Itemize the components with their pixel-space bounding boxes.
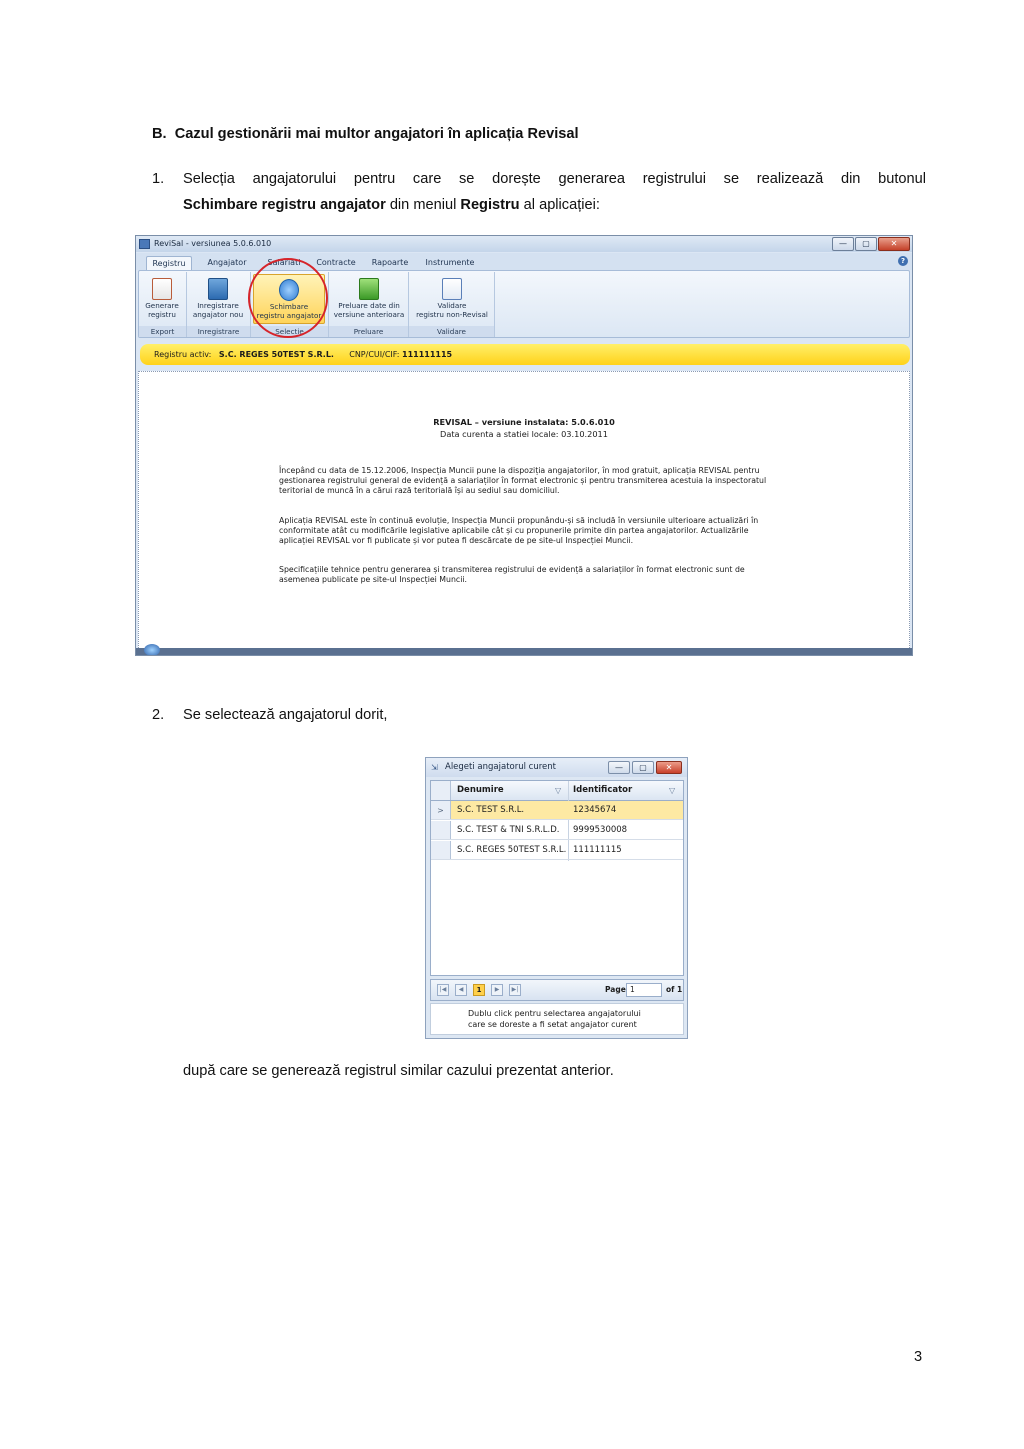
- table-row[interactable]: [431, 841, 683, 860]
- cnp-label: CNP/CUI/CIF:: [349, 350, 400, 359]
- minimize-button[interactable]: —: [832, 237, 854, 251]
- active-registry-bar: [140, 344, 910, 365]
- validare-label-1: Validare: [437, 301, 467, 310]
- tab-salariati[interactable]: Salariati: [267, 258, 301, 267]
- after-dialog-text: după care se generează registrul similar cazului prezentat anterior.: [183, 1063, 614, 1079]
- page-number: 3: [914, 1349, 923, 1365]
- schimbare-label-1: Schimbare: [269, 302, 309, 311]
- active-company: S.C. REGES 50TEST S.R.L.: [218, 350, 334, 359]
- content-paragraph-3: Specificațiile tehnice pentru generarea și transmiterea registrului de evidență a salariaților în format electronic sunt de asemenea publicate pe site-ul Inspecției Muncii.: [279, 565, 745, 584]
- tab-rapoarte[interactable]: Rapoarte: [371, 258, 409, 267]
- window-title: ReviSal - versiunea 5.0.6.010: [154, 239, 272, 248]
- step1-bold-button-name: Schimbare registru angajator: [183, 197, 386, 213]
- dialog-restore-button[interactable]: ▢: [632, 761, 654, 774]
- header-row-selector: [431, 781, 451, 800]
- close-button[interactable]: ✕: [878, 237, 910, 251]
- table-row[interactable]: [431, 821, 683, 840]
- table-row[interactable]: [431, 801, 683, 820]
- last-page-button[interactable]: ▶|: [509, 984, 521, 996]
- dialog-titlebar: [426, 758, 687, 777]
- row-selector-marker: >: [431, 801, 451, 819]
- group-label-selectie: Selectie: [251, 326, 328, 337]
- dialog-app-icon: ⇲: [431, 763, 438, 772]
- schimbare-label-2: registru angajator: [256, 310, 322, 320]
- grid-pager: [430, 979, 684, 1001]
- employers-grid: [430, 780, 684, 976]
- column-header-denumire[interactable]: Denumire: [457, 785, 504, 795]
- page-of-label: of 1: [666, 985, 683, 994]
- inregistrare-label-2: angajator nou: [192, 309, 244, 319]
- row-selector-marker: [431, 841, 451, 859]
- version-title: REVISAL – versiune instalata: 5.0.6.010: [433, 417, 615, 427]
- cnp-value: 111111115: [402, 350, 453, 359]
- row-name: S.C. TEST & TNI S.R.L.D.: [457, 825, 560, 835]
- validare-registru-button[interactable]: [411, 274, 493, 324]
- inregistrare-label-1: Inregistrare: [197, 301, 239, 310]
- row-name: S.C. REGES 50TEST S.R.L.: [457, 845, 567, 855]
- step1-number: 1.: [152, 171, 165, 187]
- ribbon-tabs: [136, 253, 912, 270]
- step2-number: 2.: [152, 707, 165, 723]
- current-page-button[interactable]: 1: [473, 984, 485, 996]
- document-code-icon: [152, 278, 172, 300]
- prev-page-button[interactable]: ◀: [455, 984, 467, 996]
- active-label: Registru activ:: [154, 350, 212, 359]
- first-page-button[interactable]: |◀: [437, 984, 449, 996]
- ribbon-group-preluare: [329, 272, 409, 337]
- column-header-identificator[interactable]: Identificator: [573, 785, 633, 795]
- dialog-controls: [608, 761, 682, 774]
- step1-tail-text: al aplicației:: [519, 197, 600, 213]
- folder-add-icon: [208, 278, 228, 300]
- page-label: Page: [605, 985, 626, 994]
- dialog-hint-line2: care se doreste a fi setat angajator curent: [468, 1020, 637, 1029]
- group-label-inregistrare: Inregistrare: [187, 326, 250, 337]
- step1-line2: [183, 193, 600, 217]
- group-label-validare: Validare: [409, 326, 494, 337]
- select-employer-dialog: [425, 757, 688, 1039]
- row-name: S.C. TEST S.R.L.: [457, 805, 525, 815]
- next-page-button[interactable]: ▶: [491, 984, 503, 996]
- filter-icon[interactable]: ▽: [555, 786, 562, 795]
- row-selector-marker: [431, 821, 451, 839]
- preluare-label-1: Preluare date din: [338, 301, 400, 310]
- dialog-title: Alegeti angajatorul curent: [445, 762, 556, 772]
- row-id: 111111115: [573, 845, 622, 855]
- restore-button[interactable]: ▢: [855, 237, 877, 251]
- generare-label-1: Generare: [145, 301, 179, 310]
- section-heading: B. Cazul gestionării mai multor angajatori în aplicația Revisal: [152, 126, 579, 142]
- window-controls: [832, 237, 910, 251]
- tab-contracte[interactable]: Contracte: [316, 258, 356, 267]
- preluare-label-2: versiune anterioara: [333, 309, 405, 319]
- content-paragraph-1: Începând cu data de 15.12.2006, Inspecția Muncii pune la dispoziția angajatorilor, în mod gratuit, aplicația REVISAL pentru gestionarea registrului general de evidență a salariaților în format electronic și pentru transmiterea acestuia la inspectoratul teritorial de muncă în a cărui rază teritorială își au sediul sau domiciliul.: [279, 466, 767, 495]
- preluare-date-button[interactable]: [331, 274, 407, 324]
- app-icon: [139, 239, 150, 249]
- ribbon-group-export: [139, 272, 187, 337]
- taskbar: [136, 648, 912, 655]
- tab-registru[interactable]: Registru: [146, 256, 192, 270]
- welcome-content: [138, 371, 910, 650]
- tab-instrumente[interactable]: Instrumente: [425, 258, 475, 267]
- import-arrow-icon: [359, 278, 379, 300]
- highlight-circle: [248, 258, 328, 338]
- step1-mid-text: din meniul: [385, 197, 461, 213]
- grid-header: [431, 781, 683, 801]
- window-titlebar: [136, 236, 912, 252]
- start-orb-icon[interactable]: [144, 644, 160, 656]
- dialog-close-button[interactable]: ✕: [656, 761, 682, 774]
- inregistrare-angajator-button[interactable]: [189, 274, 247, 324]
- generare-label-2: registru: [148, 309, 176, 319]
- group-label-preluare: Preluare: [329, 326, 408, 337]
- generare-registru-button[interactable]: [141, 274, 183, 324]
- ribbon-group-validare: [409, 272, 495, 337]
- page-input[interactable]: 1: [626, 983, 662, 997]
- step1-line1: Selecția angajatorului pentru care se dorește generarea registrului se realizează din butonul: [183, 171, 926, 187]
- current-date-line: Data curenta a statiei locale: 03.10.2011: [440, 429, 608, 439]
- ribbon-group-inregistrare: [187, 272, 251, 337]
- validare-label-2: registru non-Revisal: [416, 309, 488, 319]
- group-label-export: Export: [139, 326, 186, 337]
- revisal-window-screenshot: [135, 235, 913, 656]
- tab-angajator[interactable]: Angajator: [207, 258, 247, 267]
- filter-icon[interactable]: ▽: [669, 786, 676, 795]
- content-paragraph-2: Aplicația REVISAL este în continuă evoluție, Inspecția Muncii propunându-și să includă în versiunile ulterioare actualizări în conformitate atât cu modificările legislative aplicabile cât și cu propunerile primite din partea angajatorilor. Actualizările aplicației REVISAL vor fi publicate și vor putea fi descărcate de pe site-ul Inspecției Muncii.: [279, 516, 759, 545]
- row-id: 9999530008: [573, 825, 628, 835]
- dialog-hint: [430, 1003, 684, 1035]
- dialog-minimize-button[interactable]: —: [608, 761, 630, 774]
- help-icon[interactable]: ?: [898, 256, 908, 266]
- dialog-hint-line1: Dublu click pentru selectarea angajatorului: [468, 1009, 641, 1018]
- step2-text: Se selectează angajatorul dorit,: [183, 707, 388, 723]
- row-id: 12345674: [573, 805, 617, 815]
- step1-bold-menu-name: Registru: [460, 197, 520, 213]
- document-check-icon: [442, 278, 462, 300]
